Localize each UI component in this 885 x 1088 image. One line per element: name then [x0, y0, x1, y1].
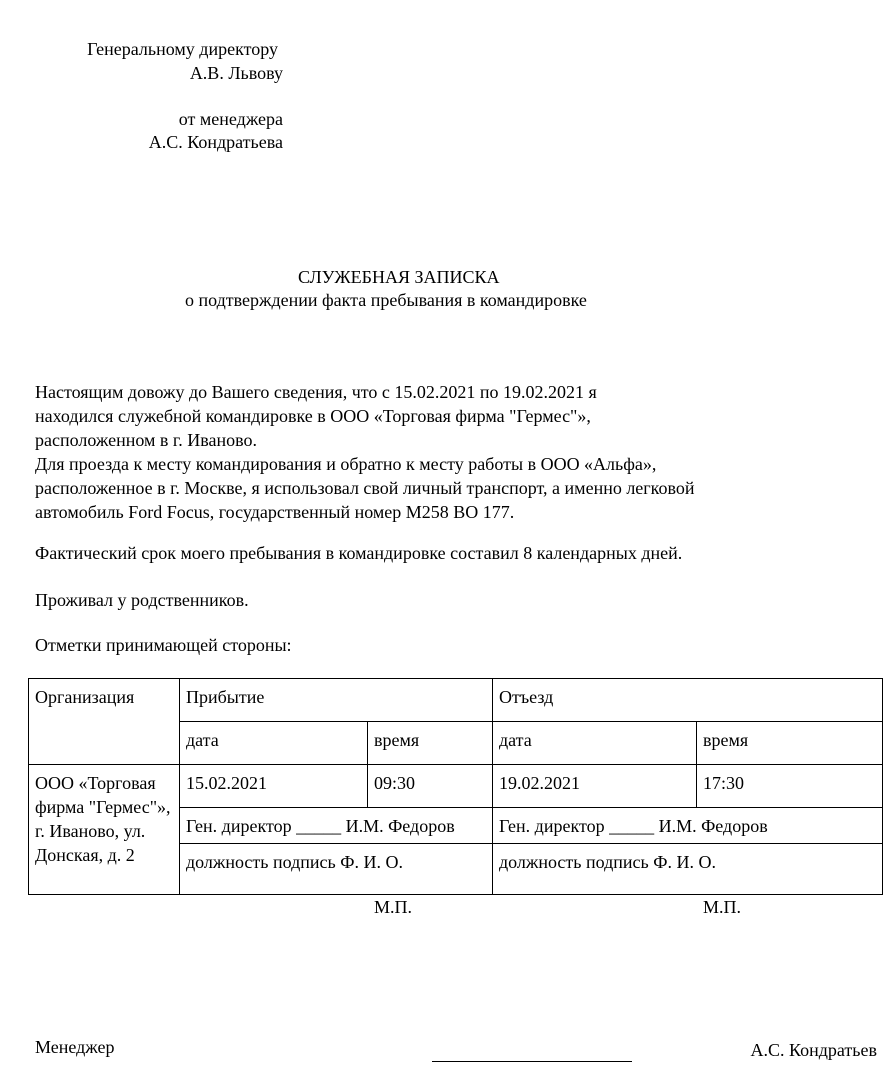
table-row — [29, 765, 883, 808]
body-line: расположенном в г. Иваново. — [35, 430, 258, 450]
host-marks-table — [28, 678, 883, 895]
sender-name: А.С. Кондратьева — [148, 132, 283, 152]
body-paragraph-main — [35, 380, 865, 524]
body-line: Настоящим довожу до Вашего сведения, что с 15.02.2021 по 19.02.2021 я — [35, 382, 597, 402]
subheader-departure-time: время — [697, 722, 883, 765]
subheader-arrival-date: дата — [180, 722, 368, 765]
departure-signer: Ген. директор _____ И.М. Федоров — [493, 808, 883, 844]
subheader-departure-date: дата — [493, 722, 697, 765]
arrival-signer: Ген. директор _____ И.М. Федоров — [180, 808, 493, 844]
departure-time-value: 17:30 — [697, 765, 883, 808]
footer-position: Менеджер — [35, 1037, 115, 1057]
body-paragraph-duration: Фактический срок моего пребывания в командировке составил 8 календарных дней. — [35, 543, 683, 563]
organization-value: ООО «Торговая фирма "Гермес"», г. Иваново, ул. Донская, д. 2 — [29, 765, 180, 895]
body-line: автомобиль Ford Focus, государственный номер М258 ВО 177. — [35, 502, 515, 522]
header-organization: Организация — [29, 679, 180, 765]
subheader-arrival-time: время — [368, 722, 493, 765]
body-paragraph-marks-label: Отметки принимающей стороны: — [35, 635, 292, 655]
header-departure: Отъезд — [493, 679, 883, 722]
stamp-placeholder-arrival: М.П. — [374, 897, 413, 917]
body-line: расположенное в г. Москве, я использовал свой личный транспорт, а именно легковой — [35, 478, 695, 498]
addressee-title: Генеральному директору — [87, 39, 278, 59]
stamp-placeholder-departure: М.П. — [703, 897, 742, 917]
addressee-name: А.В. Львову — [189, 63, 283, 83]
table-header-row — [29, 679, 883, 722]
sender-title: от менеджера — [178, 109, 283, 129]
body-line: Для проезда к месту командирования и обратно к месту работы в ООО «Альфа», — [35, 454, 657, 474]
arrival-signature-caption: должность подпись Ф. И. О. — [180, 844, 493, 895]
signature-line — [432, 1061, 632, 1062]
arrival-time-value: 09:30 — [368, 765, 493, 808]
departure-date-value: 19.02.2021 — [493, 765, 697, 808]
body-paragraph-lodging: Проживал у родственников. — [35, 590, 249, 610]
arrival-date-value: 15.02.2021 — [180, 765, 368, 808]
body-line: находился служебной командировке в ООО «Торговая фирма "Гермес"», — [35, 406, 591, 426]
departure-signature-caption: должность подпись Ф. И. О. — [493, 844, 883, 895]
document-subtitle: о подтверждении факта пребывания в командировке — [185, 290, 587, 310]
document-title: СЛУЖЕБНАЯ ЗАПИСКА — [298, 267, 500, 287]
footer-name: А.С. Кондратьев — [750, 1040, 877, 1060]
header-arrival: Прибытие — [180, 679, 493, 722]
